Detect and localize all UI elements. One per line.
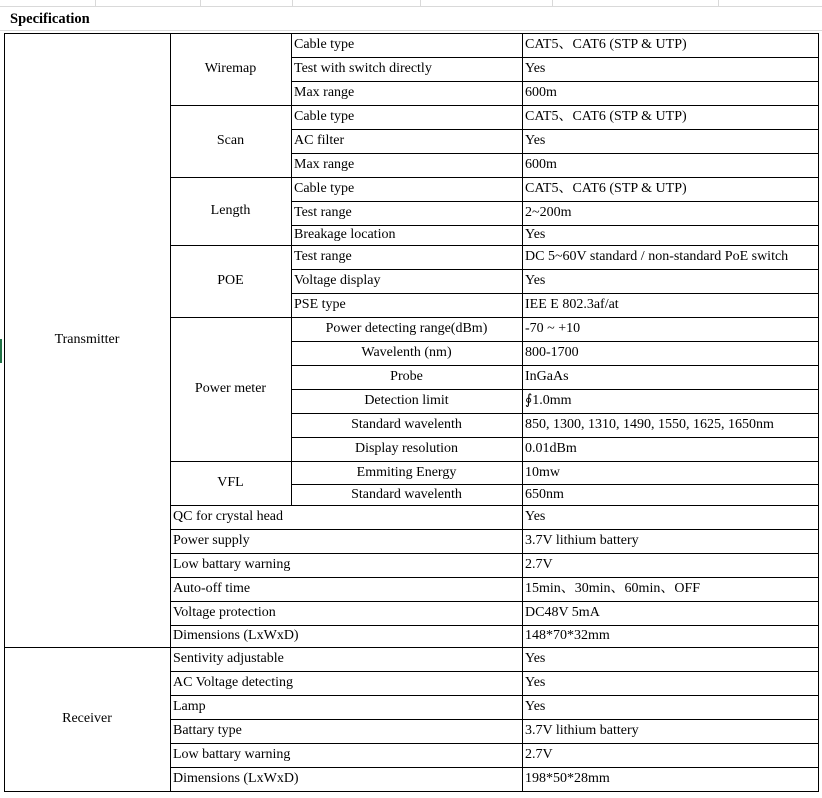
group-power-meter: Power meter [194,381,267,396]
spec-value: 15min、30min、60min、OFF [525,581,701,596]
table-border [291,225,819,226]
selection-marker [0,339,2,363]
table-border [170,743,819,744]
spec-value: CAT5、CAT6 (STP & UTP) [525,109,687,124]
spec-value: 0.01dBm [525,441,577,456]
spec-value: Yes [525,227,546,242]
spec-value: ∮1.0mm [525,393,572,408]
spec-value: 800-1700 [525,345,579,360]
table-border [291,269,819,270]
table-border [170,505,819,506]
spreadsheet-gridline [0,30,822,31]
spec-label: Voltage display [294,273,381,288]
spec-label: Cable type [294,37,355,52]
table-border [4,791,819,792]
spec-label: Dimensions (LxWxD) [173,771,299,786]
table-border [170,553,819,554]
table-border [170,625,819,626]
group-length: Length [210,203,251,218]
spec-label: Max range [294,157,355,172]
group-wiremap: Wiremap [204,61,257,76]
table-border [170,719,819,720]
spec-label: Wavelenth (nm) [361,345,452,360]
table-border [291,341,819,342]
spec-label: Auto-off time [173,581,251,596]
spec-label: Dimensions (LxWxD) [173,628,299,643]
table-border [4,33,5,792]
spec-label: Sentivity adjustable [173,651,284,666]
spreadsheet-gridline [552,0,553,7]
spec-label: Low battary warning [173,747,291,762]
section-receiver: Receiver [62,711,112,726]
table-border [170,767,819,768]
page-title: Specification [10,10,90,27]
table-border [170,601,819,602]
spec-value: IEE E 802.3af/at [525,297,619,312]
table-border [291,293,819,294]
spec-label: Low battary warning [173,557,291,572]
spec-value: CAT5、CAT6 (STP & UTP) [525,37,687,52]
spec-label: Cable type [294,109,355,124]
spec-label: Cable type [294,181,355,196]
spec-label: Battary type [173,723,242,738]
spec-value: 2.7V [525,557,553,572]
group-poe: POE [217,273,244,288]
spreadsheet-gridline [0,6,822,7]
table-border [291,153,819,154]
table-border [170,177,819,178]
table-border [4,33,819,34]
spec-label: Test range [294,205,352,220]
spec-label: Emmiting Energy [356,464,457,480]
spec-label: Breakage location [294,227,396,242]
spec-value: CAT5、CAT6 (STP & UTP) [525,181,687,196]
table-border [291,129,819,130]
table-border [291,365,819,366]
table-border [291,484,819,485]
table-border [291,437,819,438]
spec-label: Probe [390,369,423,384]
table-border [170,671,819,672]
spec-value: 3.7V lithium battery [525,723,639,738]
spec-label: Detection limit [364,393,449,408]
table-border [170,33,171,792]
spec-value: 2.7V [525,747,553,762]
spreadsheet-gridline [200,0,201,7]
spec-value: Yes [525,651,546,666]
spec-value: 650nm [525,486,564,502]
spec-label: Max range [294,85,355,100]
spec-label: AC filter [294,133,345,148]
group-vfl: VFL [217,475,244,490]
section-transmitter: Transmitter [54,332,120,347]
spec-label: Power supply [173,533,250,548]
spec-value: 3.7V lithium battery [525,533,639,548]
spec-value: -70 ~ +10 [525,321,581,336]
spec-value: 850, 1300, 1310, 1490, 1550, 1625, 1650nm [525,417,774,432]
spec-value: Yes [525,61,546,76]
table-border [170,577,819,578]
table-border [170,245,819,246]
spec-label: Lamp [173,699,206,714]
spec-label: Display resolution [354,441,459,456]
table-border [170,529,819,530]
table-border [4,647,819,648]
table-border [170,695,819,696]
table-border [170,105,819,106]
table-border [291,57,819,58]
spreadsheet-gridline [718,0,719,7]
table-border [170,317,819,318]
group-scan: Scan [216,133,245,148]
spec-value: DC 5~60V standard / non-standard PoE switch [525,249,789,264]
spec-value: 600m [525,85,557,100]
spec-value: 10mw [525,464,560,480]
spec-value: Yes [525,675,546,690]
table-border [170,461,819,462]
spreadsheet-gridline [420,0,421,7]
spec-value: Yes [525,273,546,288]
spec-label: AC Voltage detecting [173,675,294,690]
spec-label: PSE type [294,297,346,312]
spec-value: 600m [525,157,557,172]
spec-value: Yes [525,133,546,148]
spec-value: 148*70*32mm [525,628,610,643]
spec-value: Yes [525,509,546,524]
spec-label: Voltage protection [173,605,276,620]
spec-value: InGaAs [525,369,569,384]
spreadsheet-gridline [292,0,293,7]
spec-label: Test with switch directly [294,61,432,76]
table-border [291,389,819,390]
spec-value: DC48V 5mA [525,605,600,620]
spec-label: Power detecting range(dBm) [325,321,488,336]
spec-label: Test range [294,249,352,264]
spec-label: QC for crystal head [173,509,284,524]
spec-value: 2~200m [525,205,572,220]
spreadsheet-gridline [95,0,96,7]
spec-label: Standard wavelenth [351,486,462,502]
table-border [291,413,819,414]
spec-value: 198*50*28mm [525,771,610,786]
table-border [291,81,819,82]
spec-value: Yes [525,699,546,714]
table-border [291,201,819,202]
spec-label: Standard wavelenth [351,417,462,432]
